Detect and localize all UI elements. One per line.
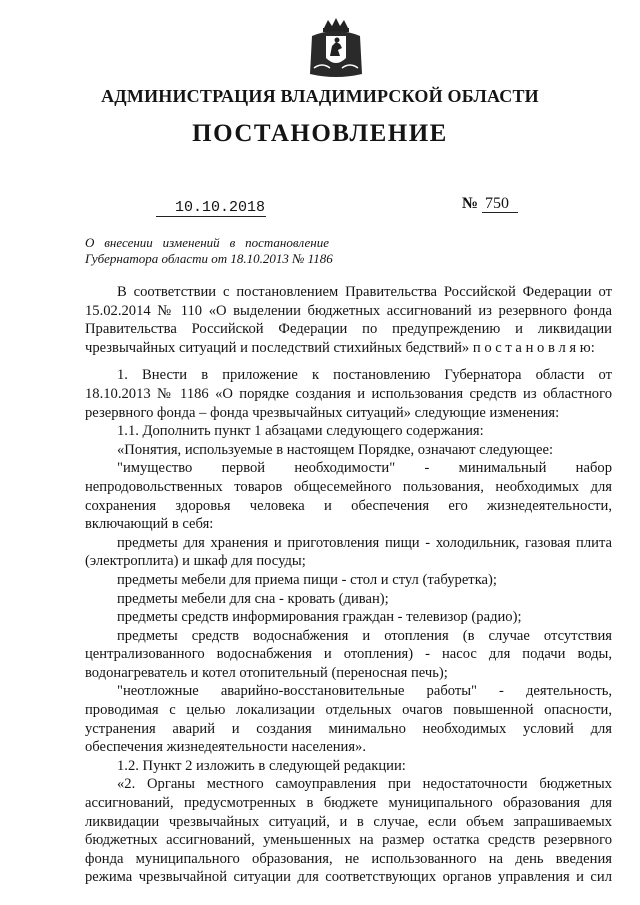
body-line: "имущество первой необходимости" - минимальный набор: [117, 460, 612, 477]
coat-of-arms-icon: [308, 18, 364, 80]
body-line: резервного фонда – фонда чрезвычайных ситуаций» следующие изменения:: [85, 404, 560, 421]
body-line: предметы средств водоснабжения и отопления (в случае отсутствия: [117, 627, 612, 644]
body-line: предметы мебели для сна - кровать (диван);: [117, 590, 389, 607]
body-line: бюджетных ассигнований, уменьшенных на размер остатка средств резервного: [85, 832, 612, 849]
body-line: обеспечения жизнедеятельности населения».: [85, 739, 366, 756]
document-body: [85, 283, 612, 887]
organization-name: АДМИНИСТРАЦИЯ ВЛАДИМИРСКОЙ ОБЛАСТИ: [101, 86, 539, 106]
document-date: 10.10.2018: [175, 199, 266, 216]
body-line: 15.02.2014 № 110 «О выделении бюджетных ассигнований из резервного фонда: [85, 302, 612, 319]
body-line: устранения аварий и создания минимально необходимых условий для: [85, 720, 612, 737]
body-line: фонда муниципального образования, не использованного на день введения: [85, 850, 612, 867]
body-line: сохранения здоровья человека и обеспечения его жизнедеятельности,: [85, 497, 612, 514]
body-line: предметы средств информирования граждан - телевизор (радио);: [117, 609, 522, 626]
subject-line: Губернатора области от 18.10.2013 № 1186: [85, 251, 333, 266]
body-line: 18.10.2013 № 1186 «О порядке создания и использования средств из областного: [85, 385, 612, 402]
document-number: 750: [485, 195, 509, 212]
body-line: ликвидации чрезвычайных ситуаций, и в случае, если объем запрашиваемых: [85, 813, 612, 830]
body-line: включающий в себя:: [85, 516, 214, 533]
body-line: режима чрезвычайной ситуации для соответствующих органов управления и сил: [85, 869, 612, 886]
body-line: «Понятия, используемые в настоящем Порядке, означают следующее:: [117, 441, 554, 458]
body-line: предметы мебели для приема пищи - стол и стул (табуретка);: [117, 571, 497, 588]
body-line: Правительства Российской Федерации по предупреждению и ликвидации: [85, 321, 612, 338]
body-line: (электроплита) и шкаф для посуды;: [85, 553, 306, 570]
number-label: №: [462, 195, 479, 212]
date-underline: [156, 216, 266, 217]
number-underline: [482, 212, 518, 213]
body-line: "неотложные аварийно-восстановительные работы" - деятельность,: [117, 683, 612, 700]
body-line: 1.2. Пункт 2 изложить в следующей редакции:: [117, 757, 406, 774]
body-line: проводимая с целью локализации отдельных очагов повышенной опасности,: [85, 702, 612, 719]
body-line: 1.1. Дополнить пункт 1 абзацами следующего содержания:: [117, 423, 484, 440]
document-type: ПОСТАНОВЛЕНИЕ: [192, 120, 448, 147]
paragraph-gap: [85, 357, 612, 366]
body-line: чрезвычайных ситуаций и последствий стихийных бедствий» п о с т а н о в л я ю:: [85, 339, 595, 356]
body-line: «2. Органы местного самоуправления при недостаточности бюджетных: [117, 776, 612, 793]
body-line: В соответствии с постановлением Правительства Российской Федерации от: [117, 284, 612, 300]
body-line: ассигнований, предусмотренных в бюджете муниципального образования для: [85, 795, 612, 812]
body-line: централизованного водоснабжения и отопления) - насос для подачи воды,: [85, 646, 612, 663]
body-line: 1. Внести в приложение к постановлению Губернатора области от: [117, 367, 612, 384]
subject-line: О внесении изменений в постановление: [85, 235, 329, 250]
body-line: предметы для хранения и приготовления пищи - холодильник, газовая плита: [117, 534, 612, 551]
body-line: водонагреватель и котел отопительный (переносная печь);: [85, 664, 448, 681]
body-line: непродовольственных товаров общесемейного пользования, необходимых для: [85, 478, 612, 495]
document-subject: [85, 235, 333, 267]
